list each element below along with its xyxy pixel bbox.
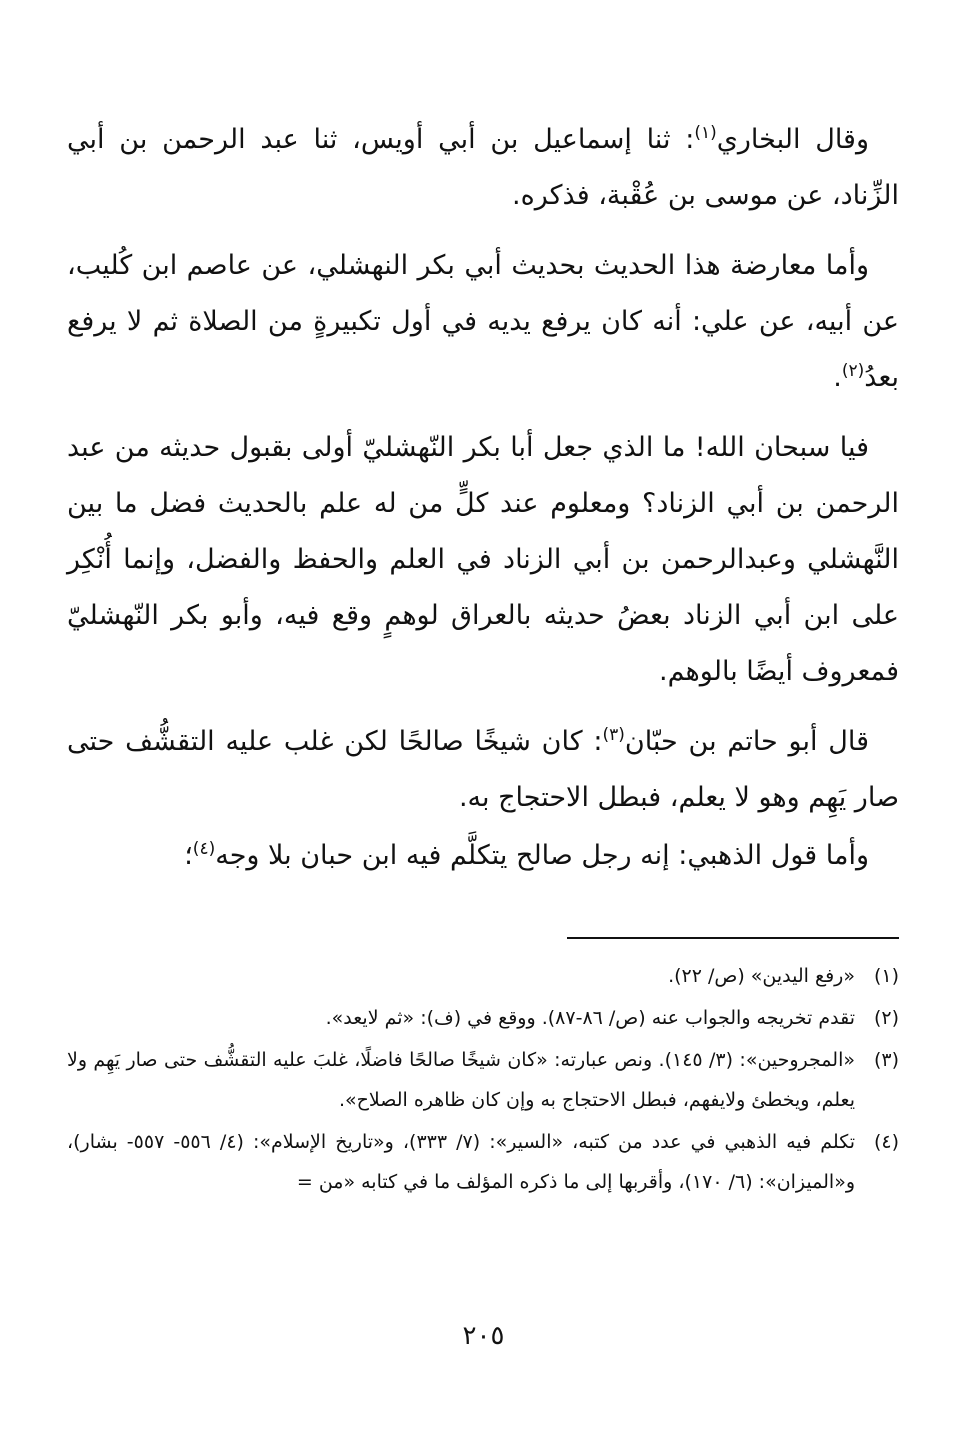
paragraph-4 bbox=[67, 714, 899, 826]
footnote-text: تقدم تخريجه والجواب عنه (ص/ ٨٦-٨٧). ووقع في (ف): «ثم لايعد». bbox=[325, 1007, 855, 1029]
footnote-text: «المجروحين»: (٣/ ١٤٥). ونص عبارته: «كان شيخًا صالحًا فاضلًا، غلبَ عليه التقشُّف حتى صار يَهِم ولا يعلم، ويخطئ ولايفهم، فبطل الاحتجاج به وإن كان ظاهره الصلاح». bbox=[67, 1049, 855, 1111]
paragraph-3-text: فيا سبحان الله! ما الذي جعل أبا بكر النّهشليّ أولى بقبول حديثه من عبد الرحمن بن أبي الزناد؟ ومعلوم عند كلٍّ من له علم بالحديث فضل ما بين النَّهشلي وعبدالرحمن بن أبي الزناد في العلم والحفظ والفضل، وإنما أُنْكِر على ابن أبي الزناد بعضُ حديثه بالعراق لوهمٍ وقع فيه، وأبو بكر النّهشليّ فمعروف أيضًا بالوهم. bbox=[67, 432, 899, 687]
paragraph-5 bbox=[67, 828, 899, 884]
paragraph-5-text: وأما قول الذهبي: إنه رجل صالح يتكلَّم فيه ابن حبان بلا وجه bbox=[215, 840, 869, 871]
paragraph-2 bbox=[67, 238, 899, 406]
footnote-number: (٤) bbox=[873, 1131, 899, 1153]
paragraph-2-text: وأما معارضة هذا الحديث بحديث أبي بكر النهشلي، عن عاصم ابن كُليب، عن أبيه، عن علي: أنه كان يرفع يديه في أول تكبيرةٍ من الصلاة ثم لا يرفع بعدُ bbox=[67, 250, 899, 393]
footnote-4 bbox=[67, 1122, 899, 1202]
paragraph-3 bbox=[67, 420, 899, 700]
footnotes bbox=[67, 956, 899, 1202]
footnote-separator bbox=[567, 937, 899, 939]
footnote-ref-2: (٢) bbox=[841, 361, 865, 381]
paragraph-2-text-cont: . bbox=[833, 362, 842, 393]
footnote-2 bbox=[67, 998, 899, 1038]
footnote-ref-4: (٤) bbox=[192, 839, 216, 859]
footnote-ref-1: (١) bbox=[694, 123, 717, 143]
paragraph-4-text: قال أبو حاتم بن حبّان bbox=[624, 726, 869, 757]
footnote-number: (١) bbox=[873, 965, 899, 987]
footnote-ref-3: (٣) bbox=[602, 725, 625, 745]
footnote-1 bbox=[67, 956, 899, 996]
paragraph-1 bbox=[67, 112, 899, 224]
footnote-number: (٣) bbox=[873, 1049, 899, 1071]
footnote-3 bbox=[67, 1040, 899, 1120]
footnote-text: تكلم فيه الذهبي في عدد من كتبه، «السير»: (٧/ ٣٣٣)، و«تاريخ الإسلام»: (٤/ ٥٥٦- ٥٥٧- بشار)، و«الميزان»: (٦/ ١٧٠)، وأقربها إلى ما ذكره المؤلف ما في كتابه «من = bbox=[67, 1131, 856, 1193]
footnote-number: (٢) bbox=[873, 1007, 899, 1029]
paragraph-4-text-cont: : كان شيخًا صالحًا لكن غلب عليه التقشُّف حتى صار يَهِم وهو لا يعلم، فبطل الاحتجاج به. bbox=[67, 726, 899, 813]
paragraph-1-text-cont: : ثنا إسماعيل بن أبي أويس، ثنا عبد الرحمن بن أبي الزِّناد، عن موسى بن عُقْبة، فذكره. bbox=[67, 124, 899, 211]
main-text bbox=[67, 112, 899, 884]
page-number: ٢٠٥ bbox=[462, 1321, 505, 1351]
paragraph-5-text-cont: ؛ bbox=[184, 840, 193, 871]
paragraph-1-text: وقال البخاري bbox=[716, 124, 869, 155]
footnote-text: «رفع اليدين» (ص/ ٢٢). bbox=[668, 965, 855, 987]
